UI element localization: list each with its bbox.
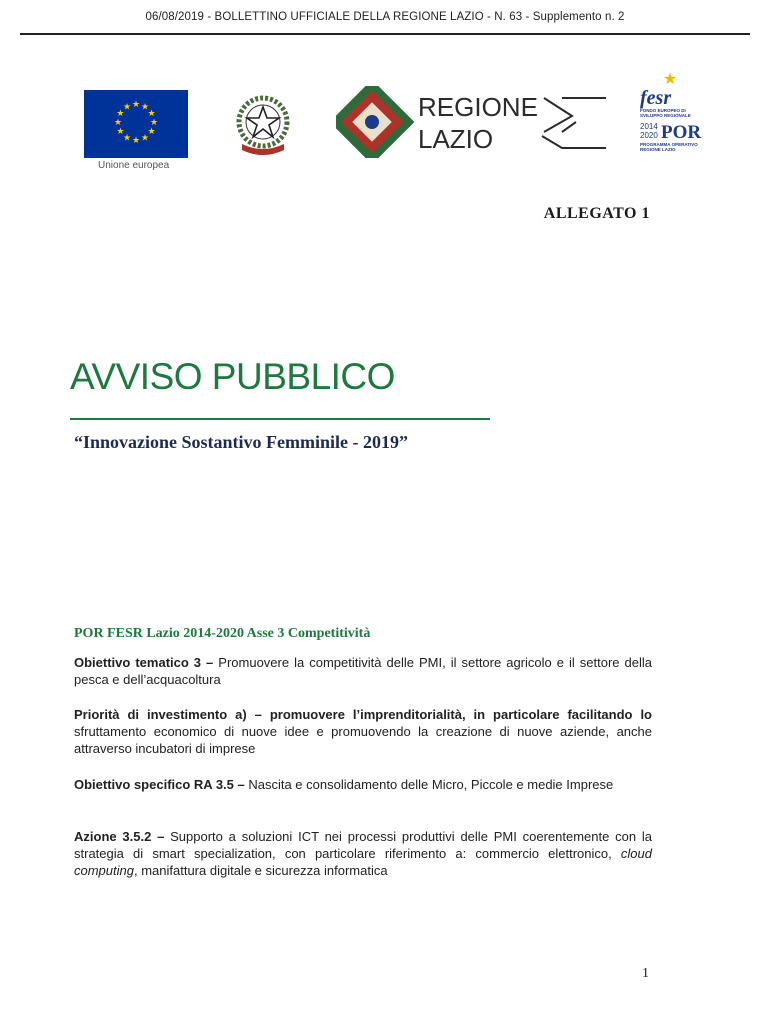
allegato-label: ALLEGATO 1 [543,205,650,222]
section-label: Azione 3.5.2 – [74,829,165,844]
svg-text:★: ★ [131,136,141,146]
svg-text:★: ★ [113,118,123,128]
svg-text:FONDO EUROPEO DI: FONDO EUROPEO DI [640,108,686,113]
section-priorita-investimento [74,706,652,757]
italian-republic-emblem-icon [228,88,298,160]
svg-text:★: ★ [140,133,150,144]
svg-text:★: ★ [131,100,141,110]
section-obiettivo-specifico [74,776,652,793]
svg-text:★: ★ [147,127,156,137]
eu-caption: Unione europea [98,160,170,171]
eu-logo [84,90,188,171]
section-obiettivo-tematico [74,654,652,688]
svg-text:★: ★ [122,133,132,144]
svg-text:SVILUPPO REGIONALE: SVILUPPO REGIONALE [640,113,691,118]
title-divider [70,418,490,420]
page-title: AVVISO PUBBLICO [70,356,395,397]
section-label: Obiettivo specifico RA 3.5 – [74,777,245,792]
svg-text:2020: 2020 [640,131,658,140]
section-text: sfruttamento economico di nuove idee e promuovendo la creazione di nuove aziende, anche attraverso incubatori di imprese [74,724,652,756]
header-divider [20,33,750,35]
section-label: Obiettivo tematico 3 – [74,655,214,670]
svg-text:★: ★ [116,127,125,137]
section-text: Promuovere la competitività delle PMI, il settore agricolo e il settore della pesca e dell’acquacoltura [74,655,652,687]
section-label: Priorità di investimento a) – promuovere l’imprenditorialità, in particolare facilitando lo [74,707,652,722]
section-italic-text: cloud computing [74,846,652,878]
section-text-end: , manifattura digitale e sicurezza informatica [133,863,388,878]
svg-text:REGIONE LAZIO: REGIONE LAZIO [640,147,676,152]
svg-text:2014: 2014 [640,122,658,131]
fesr-word: fesr [640,87,672,109]
page-number: 1 [642,966,649,981]
svg-text:★: ★ [140,102,150,113]
section-azione [74,828,652,879]
svg-text:★: ★ [116,109,125,119]
bulletin-header: 06/08/2019 - BOLLETTINO UFFICIALE DELLA REGIONE LAZIO - N. 63 - Supplemento n. 2 [145,11,625,23]
section-text: Supporto a soluzioni ICT nei processi produttivi delle PMI coerentemente con la strategia di smart specialization, con particolare riferimento a: commercio elettronico, [74,829,652,861]
eu-flag-icon [84,90,188,158]
svg-text:★: ★ [147,109,156,119]
lazio-logo-line2: LAZIO [418,124,494,154]
svg-text:★: ★ [149,118,159,128]
section-text: Nascita e consolidamento delle Micro, Piccole e medie Imprese [244,777,614,792]
svg-text:★: ★ [122,102,132,113]
svg-text:PROGRAMMA OPERATIVO: PROGRAMMA OPERATIVO [640,142,698,147]
regione-lazio-logo [336,86,608,158]
document-subtitle: “Innovazione Sostantivo Femminile - 2019” [74,432,409,452]
fesr-por-logo [636,66,706,166]
lazio-logo-line1: REGIONE [418,92,538,122]
por-word: POR [661,122,702,143]
por-heading: POR FESR Lazio 2014-2020 Asse 3 Competitività [74,626,371,641]
fesr-star-icon: ★ [662,69,678,88]
